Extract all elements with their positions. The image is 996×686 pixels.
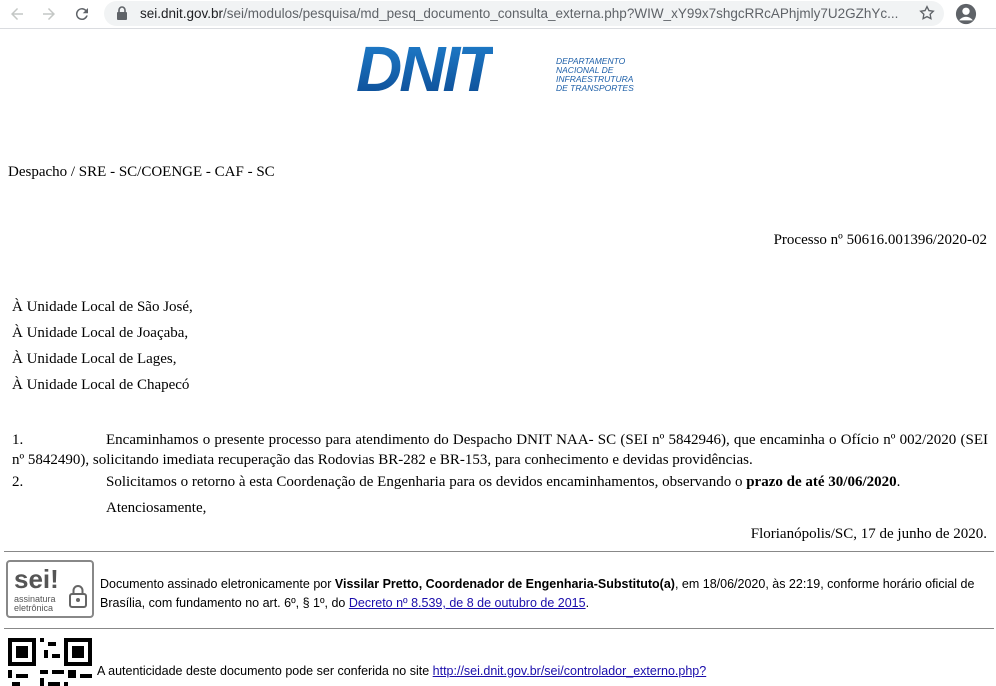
- closing: Atenciosamente,: [106, 500, 207, 516]
- profile-icon[interactable]: [955, 3, 977, 25]
- authenticity-text: A autenticidade deste documento pode ser conferida no site http://sei.dnit.gov.br/sei/controlador_externo.php?: [97, 664, 707, 678]
- recipient-line: À Unidade Local de São José,: [12, 299, 193, 315]
- signer-name: Vissilar Pretto, Coordenador de Engenharia-Substituto(a): [334, 577, 675, 591]
- qr-code-icon: [8, 638, 92, 686]
- divider: [4, 551, 994, 552]
- recipient-line: À Unidade Local de Joaçaba,: [12, 325, 189, 341]
- verification-link[interactable]: http://sei.dnit.gov.br/sei/controlador_externo.php?: [432, 664, 707, 678]
- document-header: Despacho / SRE - SC/COENGE - CAF - SC: [8, 164, 275, 180]
- recipient-line: À Unidade Local de Chapecó: [12, 377, 190, 393]
- paragraph-text: Encaminhamos o presente processo para atendimento do Despacho DNIT NAA- SC (SEI nº 5842946), que encaminha o Ofício nº 002/2020 (SEI nº 5842490), solicitando imediata recuperação das Rodovias BR-282 e BR-153, para conhecimento e devidas providências.: [12, 432, 988, 468]
- paragraph-1: [12, 430, 988, 470]
- address-bar[interactable]: [104, 1, 944, 26]
- paragraph-number: 1.: [12, 432, 24, 448]
- logo-wordmark: DNIT: [356, 33, 494, 105]
- paragraph-number: 2.: [12, 474, 24, 490]
- recipient-line: À Unidade Local de Lages,: [12, 351, 177, 367]
- document-date: Florianópolis/SC, 17 de junho de 2020.: [750, 526, 987, 542]
- star-icon[interactable]: [918, 4, 936, 22]
- lock-icon: [116, 6, 128, 20]
- decree-link[interactable]: Decreto nº 8.539, de 8 de outubro de 2015: [348, 596, 586, 610]
- arrow-right-icon: [40, 5, 58, 23]
- deadline-text: prazo de até 30/06/2020: [746, 474, 897, 490]
- arrow-left-icon: [8, 5, 26, 23]
- forward-button[interactable]: [38, 3, 60, 25]
- sei-signature-badge: sei! assinatura eletrônica: [6, 560, 94, 618]
- reload-icon: [73, 5, 91, 23]
- padlock-icon: [68, 584, 88, 608]
- url-text: sei.dnit.gov.br/sei/modulos/pesquisa/md_pesq_documento_consulta_externa.php?WIW_xY99x7shgcRRcAPhjmly7U2GZhYc...: [140, 6, 899, 21]
- signature-text: Documento assinado eletronicamente por Vissilar Pretto, Coordenador de Engenharia-Substituto(a), em 18/06/2020, às 22:19, conforme horário oficial de Brasília, com fundamento no art. 6º, § 1º, do Decreto nº 8.539, de 8 de outubro de 2015.: [100, 577, 975, 610]
- dnit-logo: [356, 33, 656, 105]
- paragraph-2: Solicitamos o retorno à esta Coordenação de Engenharia para os devidos encaminhamentos, observando o prazo de até 30/06/2020.: [106, 474, 901, 490]
- process-number: Processo nº 50616.001396/2020-02: [773, 232, 987, 248]
- logo-subtitle: DEPARTAMENTO NACIONAL DE INFRAESTRUTURA DE TRANSPORTES: [556, 56, 634, 93]
- reload-button[interactable]: [71, 3, 93, 25]
- divider: [4, 628, 994, 629]
- browser-toolbar: [0, 0, 996, 29]
- back-button[interactable]: [6, 3, 28, 25]
